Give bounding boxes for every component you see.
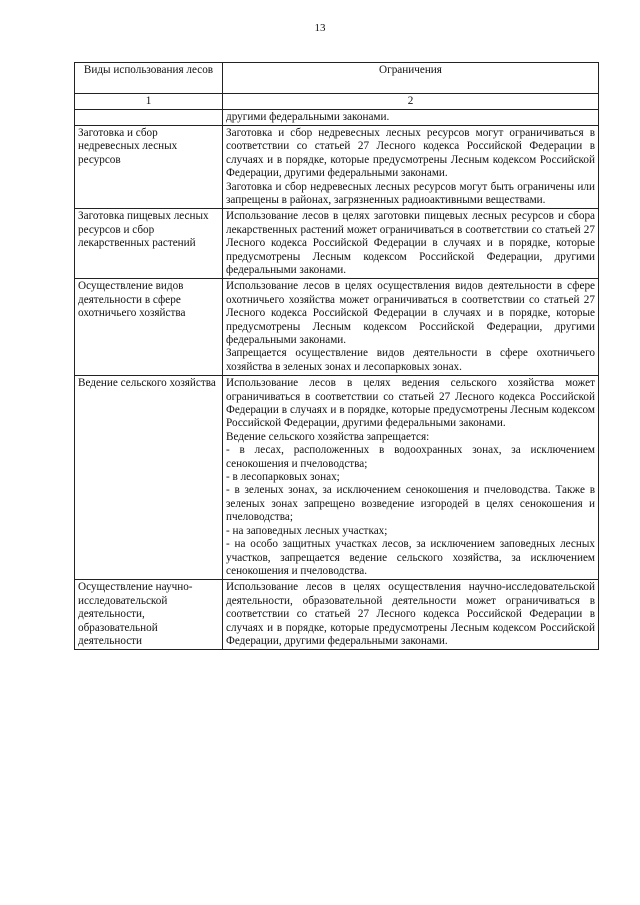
restrictions-cell: [223, 109, 599, 125]
restriction-list-item: - в лесах, расположенных в водоохранных зонах, за исключением сенокошения и пчеловодства;: [226, 444, 595, 470]
forest-use-type: Ведение сельского хозяйства: [75, 376, 223, 580]
restriction-paragraph: Использование лесов в целях заготовки пищевых лесных ресурсов и сбора лекарственных растений может ограничиваться в соответствии со статьей 27 Лесного кодекса Российской Федерации в случаях и в порядке, которые предусмотрены Лесным кодексом Российской Федерации, другими федеральными законами.: [226, 210, 595, 276]
table-row: [75, 279, 599, 376]
page-number: 13: [314, 22, 326, 34]
restriction-paragraph: Использование лесов в целях ведения сельского хозяйства может ограничиваться в соответствии со статьей 27 Лесного кодекса Российской Федерации в случаях и в порядке, которые предусмотрены Лесным кодексом Российской Федерации, другими федеральными законами.: [226, 377, 595, 430]
restriction-paragraph: Заготовка и сбор недревесных лесных ресурсов могут ограничиваться в соответствии со статьей 27 Лесного кодекса Российской Федерации в случаях и в порядке, которые предусмотрены Лесным кодексом Российской Федерации, другими федеральными законами.: [226, 126, 595, 180]
restrictions-cell: [223, 125, 599, 208]
restriction-paragraph: Запрещается осуществление видов деятельности в сфере охотничьего хозяйства в зеленых зонах и лесопарковых зонах.: [226, 347, 595, 373]
restrictions-cell: [223, 580, 599, 650]
table-row: [75, 580, 599, 650]
forest-use-type: Заготовка и сбор недревесных лесных ресурсов: [75, 125, 223, 208]
restriction-list-item: - в лесопарковых зонах;: [226, 471, 340, 484]
restriction-paragraph: Ведение сельского хозяйства запрещается:: [226, 430, 430, 443]
header-forest-use-types: Виды использования лесов: [75, 63, 223, 94]
table-numbering-row: [75, 94, 599, 110]
restrictions-cell: [223, 376, 599, 580]
table-row: [75, 209, 599, 279]
column-number-1: 1: [75, 94, 223, 110]
header-restrictions: Ограничения: [223, 63, 599, 94]
forest-use-type: [75, 109, 223, 125]
restrictions-cell: [223, 279, 599, 376]
restrictions-cell: [223, 209, 599, 279]
column-number-2: 2: [223, 94, 599, 110]
restriction-paragraph: Заготовка и сбор недревесных лесных ресурсов могут быть ограничены или запрещены в районах, загрязненных радиоактивными веществами.: [226, 180, 595, 206]
restriction-paragraph: Использование лесов в целях осуществления научно-исследовательской деятельности, образовательной деятельности может ограничиваться в соответствии со статьей 27 Лесного кодекса Российской Федерации в случаях и в порядке, которые предусмотрены Лесным кодексом Российской Федерации, другими федеральными законами.: [226, 581, 595, 647]
restriction-list-item: - в зеленых зонах, за исключением сенокошения и пчеловодства. Также в зеленых зонах запрещено возведение изгородей в целях сенокошения и пчеловодства;: [226, 484, 595, 524]
restriction-paragraph: другими федеральными законами.: [226, 110, 390, 123]
table-row: [75, 109, 599, 125]
table-row: [75, 376, 599, 580]
forest-use-type: Заготовка пищевых лесных ресурсов и сбор лекарственных растений: [75, 209, 223, 279]
restriction-paragraph: Использование лесов в целях осуществления видов деятельности в сфере охотничьего хозяйства может ограничиваться в соответствии со статьей 27 Лесного кодекса Российской Федерации в случаях и в порядке, которые предусмотрены Лесным кодексом Российской Федерации, другими федеральными законами.: [226, 280, 595, 346]
table-header-row: [75, 63, 599, 94]
forest-use-type: Осуществление научно-исследовательской деятельности, образовательной деятельности: [75, 580, 223, 650]
table-row: [75, 125, 599, 208]
restriction-list-item: - на особо защитных участках лесов, за исключением заповедных лесных участков, запрещается ведение сельского хозяйства, за исключением сенокошения и пчеловодства.: [226, 538, 595, 577]
restrictions-table: [74, 62, 599, 650]
restriction-list-item: - на заповедных лесных участках;: [226, 524, 388, 537]
forest-use-type: Осуществление видов деятельности в сфере охотничьего хозяйства: [75, 279, 223, 376]
